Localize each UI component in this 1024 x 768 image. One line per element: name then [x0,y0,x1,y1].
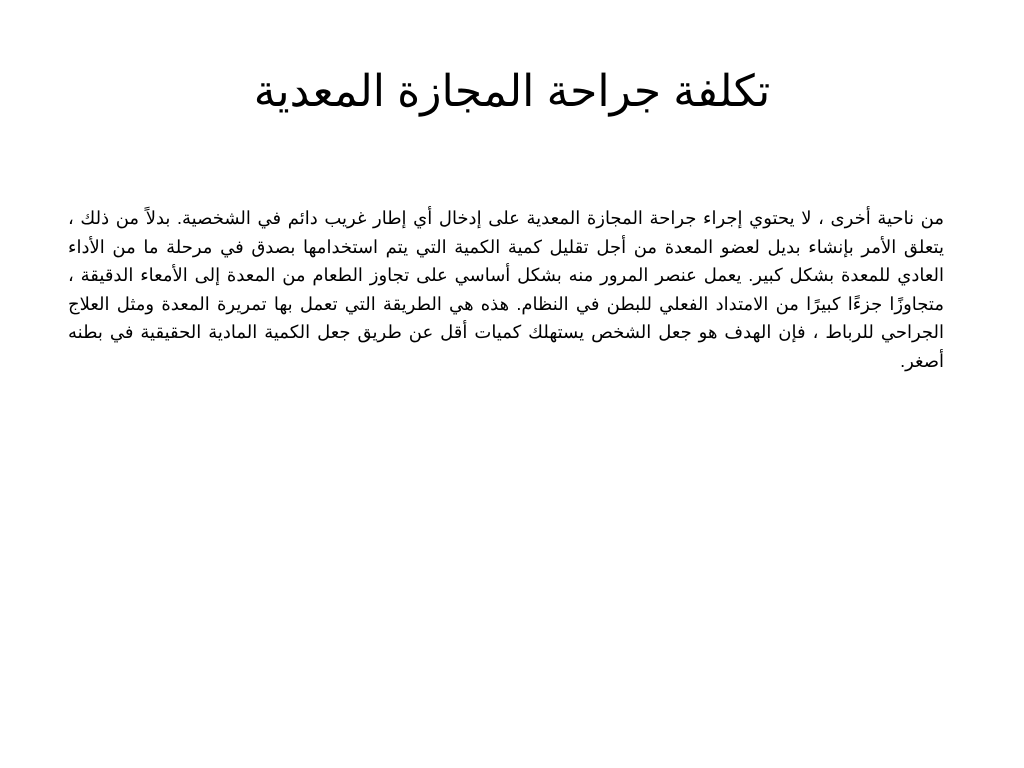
slide-title: تكلفة جراحة المجازة المعدية [253,67,771,116]
slide-body-paragraph: من ناحية أخرى ، لا يحتوي إجراء جراحة المجازة المعدية على إدخال أي إطار غريب دائم في الشخصية. بدلاً من ذلك ، يتعلق الأمر بإنشاء بديل لعضو المعدة من أجل تقليل كمية الكمية التي يتم استخدامها بصدق في مرحلة ما من الأداء العادي للمعدة بشكل كبير. يعمل عنصر المرور منه بشكل أساسي على تجاوز الطعام من المعدة إلى الأمعاء الدقيقة ، متجاوزًا جزءًا كبيرًا من الامتداد الفعلي للبطن في النظام. هذه هي الطريقة التي تعمل بها تمريرة المعدة ومثل العلاج الجراحي للرباط ، فإن الهدف هو جعل الشخص يستهلك كميات أقل عن طريق جعل الكمية المادية الحقيقية في بطنه أصغر. [68,208,944,371]
